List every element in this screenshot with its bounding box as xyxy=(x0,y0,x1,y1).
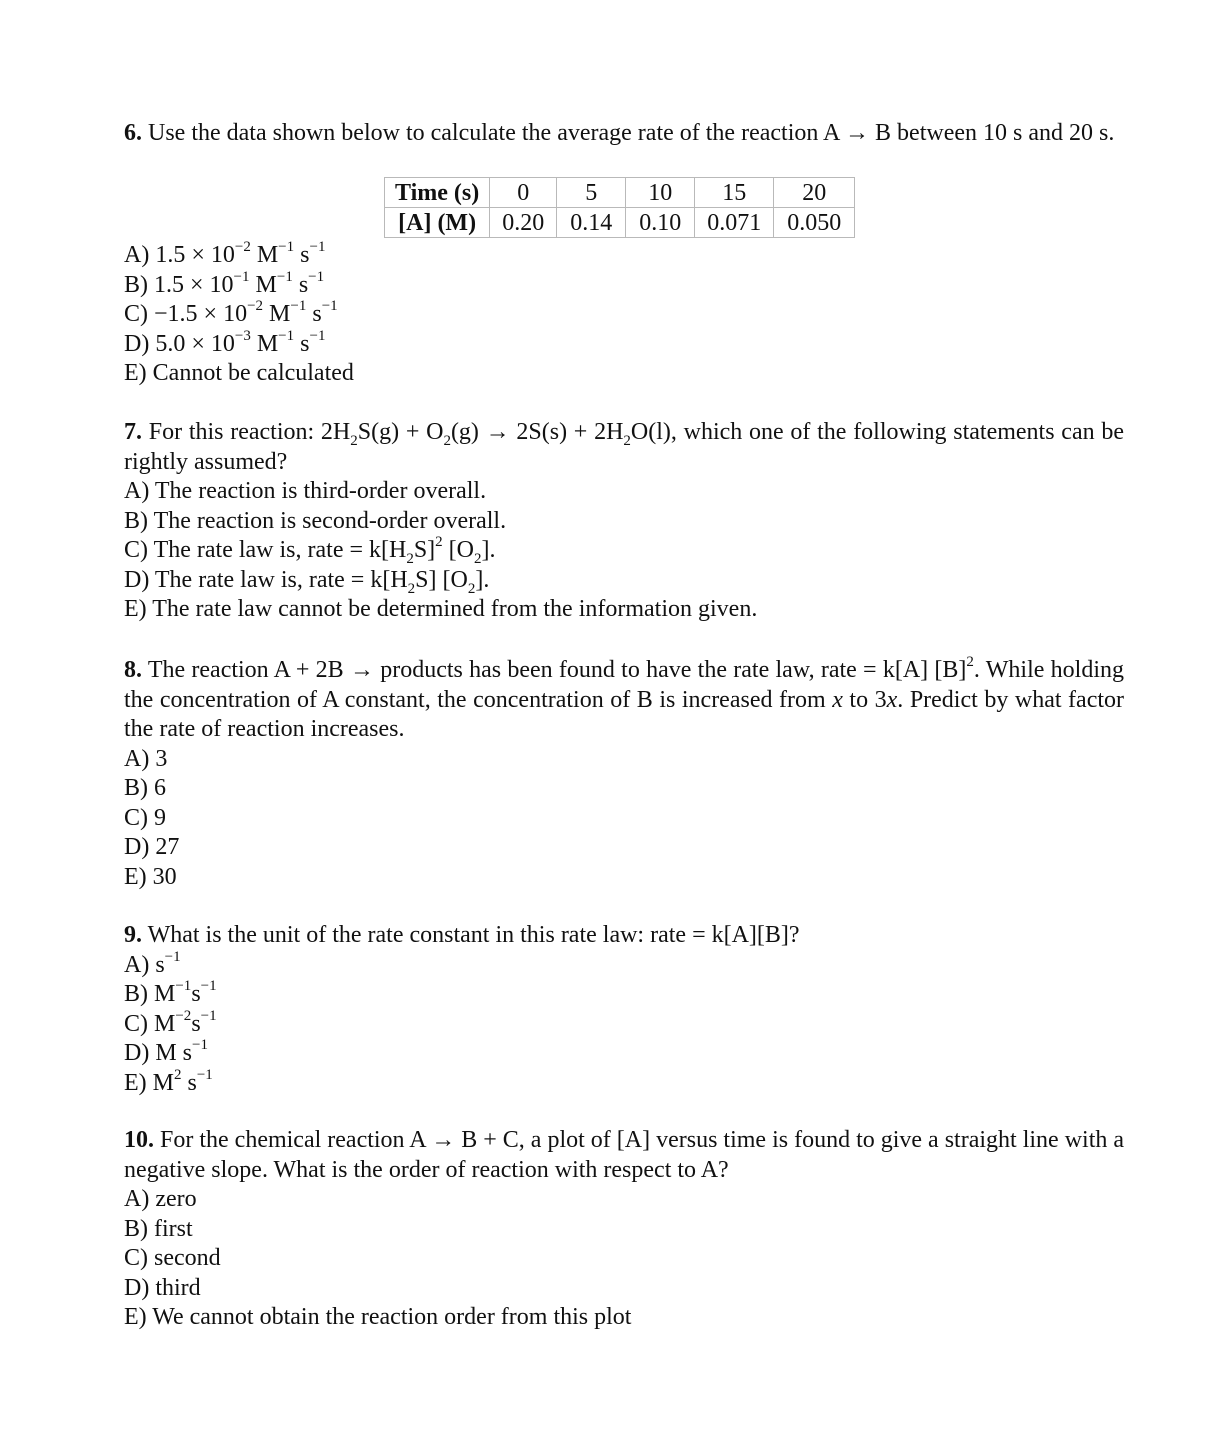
table-cell: 0.071 xyxy=(695,208,774,238)
question-7-option-a: A) The reaction is third-order overall. xyxy=(124,478,487,504)
question-7-stem: 7. For this reaction: $2H_2S(g) + O_2(g) \to 2S(s) + 2H_2O(l)$, which one of the following statements can be rightly assumed? xyxy=(124,419,1124,475)
table-row-time xyxy=(385,178,855,208)
question-9-option-e: E) $M^2$ $s^{-1}$ xyxy=(124,1066,213,1096)
question-7-number: 7. xyxy=(124,419,142,445)
question-10-number: 10. xyxy=(124,1127,154,1153)
table-cell: 0.14 xyxy=(557,208,626,238)
question-9-number: 9. xyxy=(124,922,142,948)
question-8-option-b: B) 6 xyxy=(124,775,166,801)
question-8-option-e: E) 30 xyxy=(124,863,177,890)
table-cell: 0.20 xyxy=(490,208,557,238)
question-8-option-c: C) 9 xyxy=(124,804,166,831)
question-7 xyxy=(124,418,1124,625)
time-concentration-table xyxy=(384,177,855,238)
question-10-option-b: B) first xyxy=(124,1215,193,1242)
question-8-number: 8. xyxy=(124,657,142,683)
question-10-option-a: A) zero xyxy=(124,1186,197,1212)
table-cell: 0 xyxy=(490,178,557,208)
question-6-option-b: B) $1.5 \times 10^{-1}$ $M^{-1}$ $s^{-1}$ xyxy=(124,268,325,298)
question-8-option-a: A) 3 xyxy=(124,745,168,772)
question-7-option-d: D) The rate law is, rate = $k[H_2S]$ $[O_2]$. xyxy=(124,566,490,597)
table-cell: 20 xyxy=(774,178,855,208)
question-6-option-d: D) $5.0 \times 10^{-3}$ $M^{-1}$ $s^{-1}$ xyxy=(124,327,326,357)
question-6-options xyxy=(124,241,1124,389)
question-9-stem: 9. What is the unit of the rate constant in this rate law: rate = k[A][B]? xyxy=(124,922,800,948)
question-10-option-e: E) We cannot obtain the reaction order from this plot xyxy=(124,1304,632,1330)
question-7-option-c: C) The rate law is, rate = $k[H_2S]^2$ $[O_2]$. xyxy=(124,534,496,567)
question-7-option-e: E) The rate law cannot be determined from the information given. xyxy=(124,596,758,622)
reaction-arrow: → xyxy=(845,120,870,146)
question-8-option-d: D) 27 xyxy=(124,834,180,860)
table-cell: 0.050 xyxy=(774,208,855,238)
table-cell: 10 xyxy=(626,178,695,208)
question-10-option-c: C) second xyxy=(124,1245,221,1271)
table-header-concentration: [A] (M) xyxy=(385,208,490,238)
question-6-number: 6. xyxy=(124,120,142,146)
table-row-concentration xyxy=(385,208,855,238)
question-9-option-d: D) M $s^{-1}$ xyxy=(124,1037,208,1066)
question-9-option-c: C) $M^{-2}s^{-1}$ xyxy=(124,1007,217,1037)
question-6-option-a: A) $1.5 \times 10^{-2}$ $M^{-1}$ $s^{-1}$ xyxy=(124,239,326,268)
table-cell: 15 xyxy=(695,178,774,208)
question-10 xyxy=(124,1126,1124,1333)
question-9 xyxy=(124,921,1124,1098)
question-9-option-a: A) $s^{-1}$ xyxy=(124,948,181,978)
question-6 xyxy=(124,119,1124,149)
question-6-stem: 6. Use the data shown below to calculate the average rate of the reaction A → B between 10 s and 20 s. xyxy=(124,120,1115,146)
table-cell: 0.10 xyxy=(626,208,695,238)
question-8-stem: 8. The reaction A + 2B → products has been found to have the rate law, rate = k[A] $[B]^2$. While holding the concentration of A constant, the concentration of B is increased from x to 3x. Predict by what factor the rate of reaction increases. xyxy=(124,654,1125,742)
table-header-time: Time (s) xyxy=(385,178,490,208)
question-6-option-e: E) Cannot be calculated xyxy=(124,360,354,386)
question-7-option-b: B) The reaction is second-order overall. xyxy=(124,507,507,534)
question-8 xyxy=(124,656,1124,892)
question-6-option-c: $C) -1.5 \times 10^{-2}$ $M^{-1}$ $s^{-1}$ xyxy=(124,298,338,327)
question-10-stem: 10. For the chemical reaction A → B + C, a plot of [A] versus time is found to give a straight line with a negative slope. What is the order of reaction with respect to A? xyxy=(124,1127,1125,1183)
table-cell: 5 xyxy=(557,178,626,208)
question-10-option-d: D) third xyxy=(124,1274,201,1301)
question-9-option-b: B) $M^{-1}s^{-1}$ xyxy=(124,978,217,1007)
